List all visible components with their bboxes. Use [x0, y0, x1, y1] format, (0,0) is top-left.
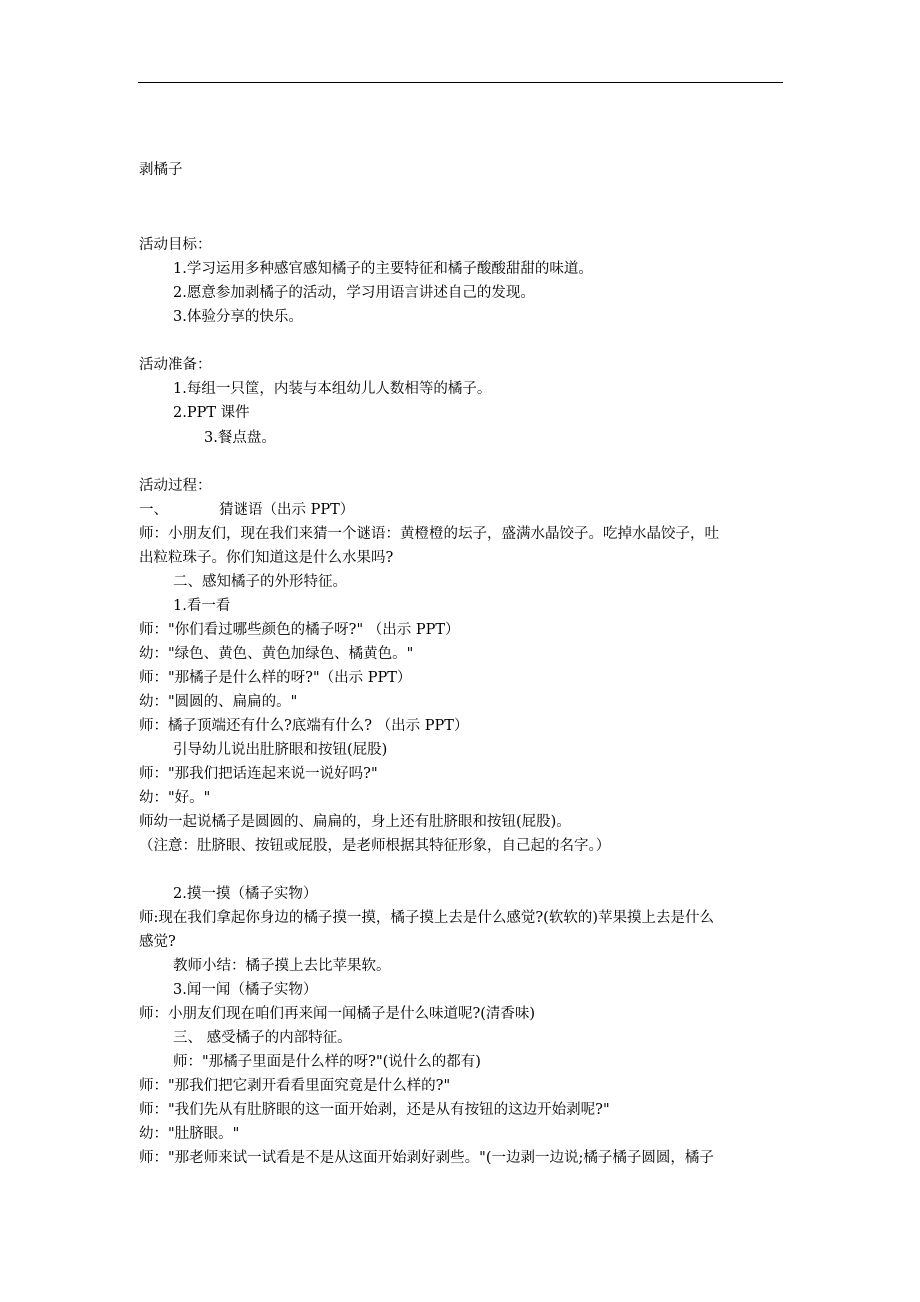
prep-item: 2.PPT 课件	[173, 405, 250, 421]
dialogue-line: 师："那我们把话连起来说一说好吗?"	[139, 766, 378, 782]
prep-item: 3.餐点盘。	[204, 430, 276, 446]
section-title: 猜谜语（出示 PPT）	[219, 502, 355, 518]
goal-item: 3.体验分享的快乐。	[173, 309, 303, 325]
prep-item: 1.每组一只筐，内装与本组幼儿人数相等的橘子。	[173, 381, 492, 397]
summary-line: 教师小结：橘子摸上去比苹果软。	[173, 958, 391, 974]
subsection-title: 2.摸一摸（橘子实物）	[173, 886, 318, 902]
dialogue-line: 感觉?	[139, 934, 176, 950]
guidance-line: 引导幼儿说出肚脐眼和按钮(屁股)	[173, 742, 388, 758]
dialogue-line: 幼："圆圆的、扁扁的。"	[139, 694, 298, 710]
dialogue-line: 师："我们先从有肚脐眼的这一面开始剥，还是从有按钮的这边开始剥呢?"	[139, 1102, 610, 1118]
dialogue-line: 幼："好。"	[139, 790, 211, 806]
dialogue-line: 师:现在我们拿起你身边的橘子摸一摸，橘子摸上去是什么感觉?(软软的)苹果摸上去是什么	[139, 910, 714, 926]
dialogue-line: 师："那橘子是什么样的呀?"（出示 PPT）	[139, 670, 412, 686]
subsection-title: 1.看一看	[173, 598, 231, 614]
document-title: 剥橘子	[139, 162, 183, 178]
process-heading: 活动过程：	[139, 478, 212, 494]
dialogue-line: 幼："肚脐眼。"	[139, 1126, 240, 1142]
dialogue-line: 师：小朋友们，现在我们来猜一个谜语：黄橙橙的坛子，盛满水晶饺子。吃掉水晶饺子，吐	[139, 526, 719, 542]
subsection-title: 3.闻一闻（橘子实物）	[173, 982, 318, 998]
dialogue-line: 师：橘子顶端还有什么?底端有什么? （出示 PPT）	[139, 718, 469, 734]
goal-item: 1.学习运用多种感官感知橘子的主要特征和橘子酸酸甜甜的味道。	[173, 261, 593, 277]
dialogue-line: 师："你们看过哪些颜色的橘子呀?" （出示 PPT）	[139, 622, 460, 638]
note-line: （注意：肚脐眼、按钮或屁股，是老师根据其特征形象，自己起的名字。）	[139, 838, 611, 854]
dialogue-line: 幼："绿色、黄色、黄色加绿色、橘黄色。"	[139, 646, 414, 662]
dialogue-line: 师："那老师来试一试看是不是从这面开始剥好剥些。"(一边剥一边说;橘子橘子圆圆，橘子	[139, 1150, 714, 1166]
dialogue-line: 出粒粒珠子。你们知道这是什么水果吗?	[139, 550, 394, 566]
section-title: 三、 感受橘子的内部特征。	[173, 1030, 352, 1046]
dialogue-line: 师："那我们把它剥开看看里面究竟是什么样的?"	[139, 1078, 451, 1094]
goal-item: 2.愿意参加剥橘子的活动，学习用语言讲述自己的发现。	[173, 285, 535, 301]
header-rule	[138, 82, 783, 83]
dialogue-line: 师："那橘子里面是什么样的呀?"(说什么的都有)	[173, 1054, 481, 1070]
goals-heading: 活动目标：	[139, 237, 212, 253]
section-number: 一、	[139, 502, 168, 518]
section-title: 二、感知橘子的外形特征。	[173, 574, 347, 590]
dialogue-line: 师：小朋友们现在咱们再来闻一闻橘子是什么味道呢?(清香味)	[139, 1006, 536, 1022]
dialogue-line: 师幼一起说橘子是圆圆的、扁扁的，身上还有肚脐眼和按钮(屁股)。	[139, 814, 571, 830]
prep-heading: 活动准备：	[139, 357, 212, 373]
